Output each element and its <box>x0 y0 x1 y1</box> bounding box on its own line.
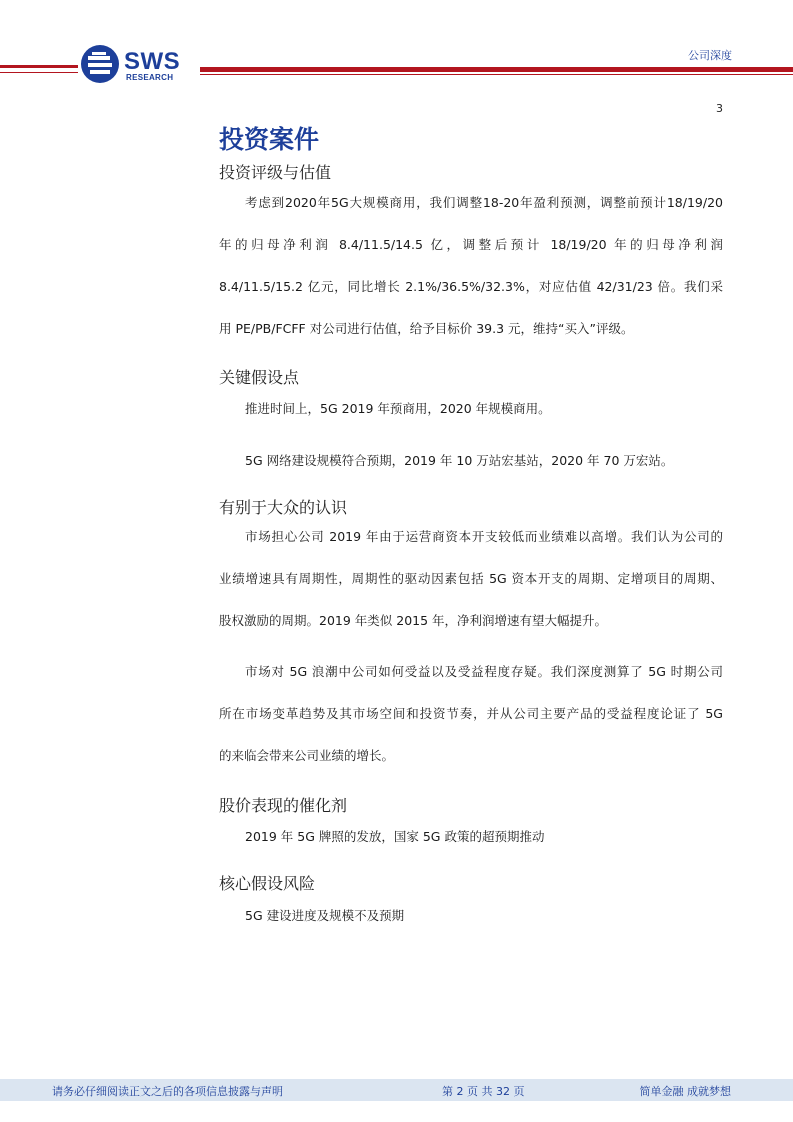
footer-page-count: 第 2 页 共 32 页 <box>442 1085 525 1098</box>
logo-subtext: RESEARCH <box>126 73 174 82</box>
header-rule <box>200 67 793 72</box>
logo-text: SWS <box>124 48 181 75</box>
text-line: 市场对 5G 浪潮中公司如何受益以及受益程度存疑。我们深度测算了 5G 时期公司 <box>245 664 723 679</box>
section-heading: 股价表现的催化剂 <box>219 796 348 815</box>
document-type: 公司深度 <box>688 49 732 62</box>
footer-disclaimer: 请务必仔细阅读正文之后的各项信息披露与声明 <box>52 1085 283 1098</box>
page-number: 3 <box>716 102 723 115</box>
text-line: 所在市场变革趋势及其市场空间和投资节奏，并从公司主要产品的受益程度论证了 5G <box>219 706 723 721</box>
text-line: 市场担心公司 2019 年由于运营商资本开支较低而业绩难以高增。我们认为公司的 <box>245 529 723 544</box>
section-heading: 有别于大众的认识 <box>219 498 348 517</box>
list-item: 推进时间上，5G 2019 年预商用，2020 年规模商用。 <box>245 401 551 416</box>
footer-slogan: 简单金融 成就梦想 <box>639 1085 731 1098</box>
sws-logo-mark-icon <box>80 44 120 84</box>
catalyst-text: 2019 年 5G 牌照的发放，国家 5G 政策的超预期推动 <box>245 829 545 844</box>
text-line: 年的归母净利润 8.4/11.5/14.5 亿，调整后预计 18/19/20 年的归母净利润 <box>219 237 723 252</box>
text-line: 用 PE/PB/FCFF 对公司进行估值，给予目标价 39.3 元，维持“买入”评级。 <box>219 321 634 336</box>
header-rule-thin <box>0 72 78 73</box>
paragraph-market-view-2 <box>219 651 723 777</box>
header-rule-thin <box>200 74 793 75</box>
paragraph-market-view-1 <box>219 516 723 642</box>
section-heading: 投资评级与估值 <box>219 163 332 182</box>
risk-text: 5G 建设进度及规模不及预期 <box>245 908 405 923</box>
text-line: 考虑到2020年5G大规模商用，我们调整18-20年盈利预测，调整前预计18/19/20 <box>245 195 723 210</box>
paragraph-valuation <box>219 182 723 350</box>
section-heading: 关键假设点 <box>219 368 300 387</box>
text-line: 的来临会带来公司业绩的增长。 <box>219 748 395 763</box>
header-rule <box>0 65 78 68</box>
text-line: 股权激励的周期。2019 年类似 2015 年，净利润增速有望大幅提升。 <box>219 613 608 628</box>
sws-logo <box>80 44 190 84</box>
page-footer <box>0 1079 793 1101</box>
text-line: 8.4/11.5/15.2 亿元，同比增长 2.1%/36.5%/32.3%，对应估值 42/31/23 倍。我们采 <box>219 279 723 294</box>
list-item: 5G 网络建设规模符合预期，2019 年 10 万站宏基站，2020 年 70 万宏站。 <box>245 453 674 468</box>
section-heading: 核心假设风险 <box>219 874 316 893</box>
page-title: 投资案件 <box>219 125 320 154</box>
text-line: 业绩增速具有周期性，周期性的驱动因素包括 5G 资本开支的周期、定增项目的周期、 <box>219 571 723 586</box>
